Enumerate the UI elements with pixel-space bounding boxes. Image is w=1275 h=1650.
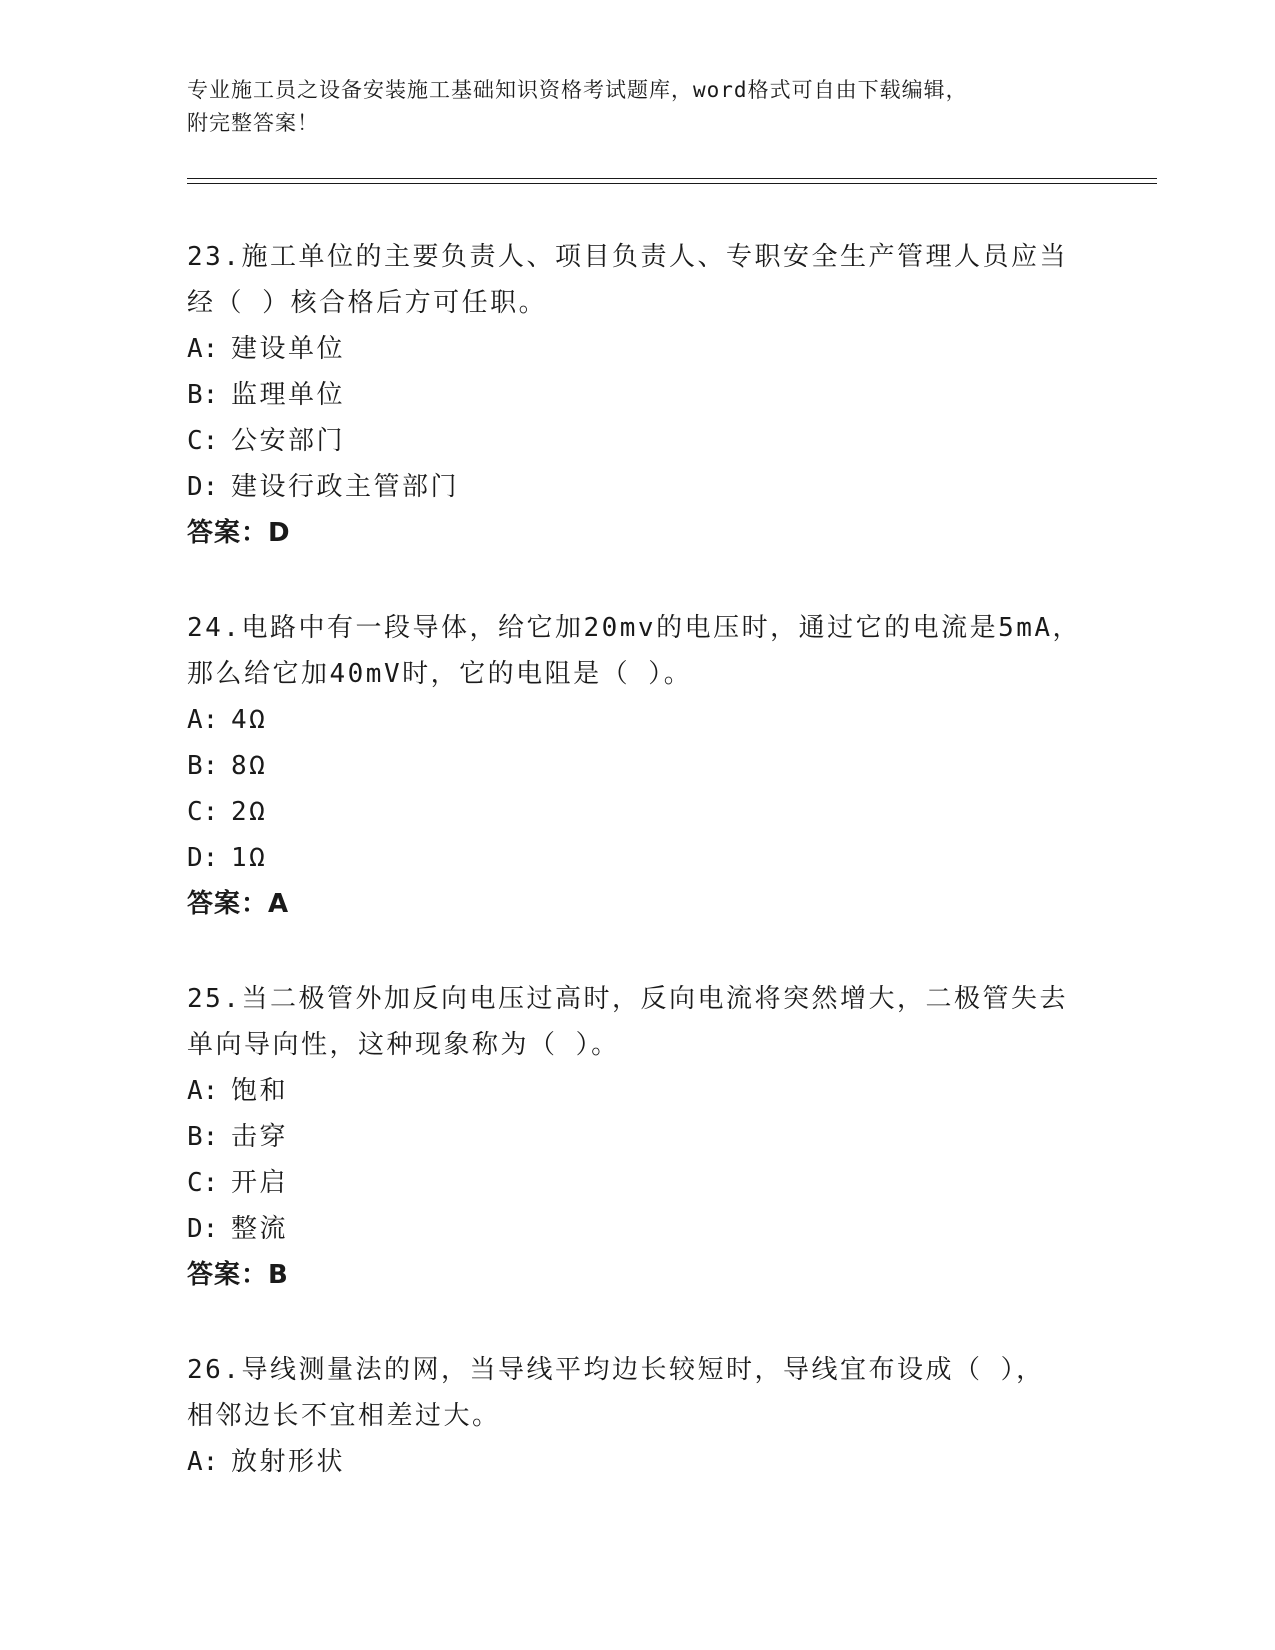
option-text: 开启 [231,1168,289,1198]
option-letter: C: [187,797,219,827]
answer-line [187,1252,1087,1298]
answer-line [187,510,1087,556]
question-26 [187,1347,1087,1485]
option-text: 公安部门 [231,426,346,456]
header-divider-top [187,178,1157,179]
header-line-2: 附完整答案！ [187,111,319,135]
option-text: 饱和 [231,1076,289,1106]
option-a [187,326,1087,372]
option-c [187,1160,1087,1206]
answer-line [187,881,1087,927]
option-b [187,743,1087,789]
option-d [187,835,1087,881]
option-letter: B: [187,380,219,410]
option-letter: D: [187,843,219,873]
option-text: 整流 [231,1214,289,1244]
option-letter: B: [187,1122,219,1152]
header-line-1: 专业施工员之设备安装施工基础知识资格考试题库，word格式可自由下载编辑， [187,78,968,102]
question-24 [187,605,1087,927]
option-text: 2Ω [231,797,268,827]
option-a [187,697,1087,743]
option-text: 8Ω [231,751,268,781]
option-letter: A: [187,705,219,735]
option-text: 1Ω [231,843,268,873]
option-text: 建设行政主管部门 [231,472,460,502]
option-letter: A: [187,1076,219,1106]
option-a [187,1439,1087,1485]
option-letter: D: [187,1214,219,1244]
header-divider-bottom [187,183,1157,184]
question-25 [187,976,1087,1298]
option-text: 击穿 [231,1122,289,1152]
answer-value: D [268,518,291,548]
answer-label: 答案： [187,1260,269,1290]
answer-label: 答案： [187,518,269,548]
option-letter: B: [187,751,219,781]
question-text-line: 经（ ）核合格后方可任职。 [187,288,548,318]
option-letter: A: [187,1447,219,1477]
option-c [187,418,1087,464]
option-letter: A: [187,334,219,364]
question-text-line: 单向导向性，这种现象称为（ ）。 [187,1030,620,1060]
question-text-line: 25.当二极管外加反向电压过高时，反向电流将突然增大，二极管失去 [187,984,1068,1014]
option-letter: C: [187,1168,219,1198]
question-text-line: 相邻边长不宜相差过大。 [187,1401,501,1431]
question-text-line: 24.电路中有一段导体，给它加20mv的电压时，通过它的电流是5mA， [187,613,1082,643]
option-letter: C: [187,426,219,456]
option-b [187,372,1087,418]
question-23 [187,234,1087,556]
question-text-line: 那么给它加40mV时，它的电阻是（ ）。 [187,659,693,689]
option-text: 建设单位 [231,334,346,364]
option-letter: D: [187,472,219,502]
option-text: 监理单位 [231,380,346,410]
option-c [187,789,1087,835]
question-text-line: 26.导线测量法的网，当导线平均边长较短时，导线宜布设成（ ）， [187,1355,1045,1385]
document-header [187,74,1067,140]
option-d [187,464,1087,510]
option-d [187,1206,1087,1252]
question-text-line: 23.施工单位的主要负责人、项目负责人、专职安全生产管理人员应当 [187,242,1068,272]
option-a [187,1068,1087,1114]
question-list [187,234,1087,1534]
answer-value: A [268,889,290,919]
option-text: 放射形状 [231,1447,346,1477]
answer-value: B [268,1260,289,1290]
option-text: 4Ω [231,705,268,735]
answer-label: 答案： [187,889,269,919]
option-b [187,1114,1087,1160]
